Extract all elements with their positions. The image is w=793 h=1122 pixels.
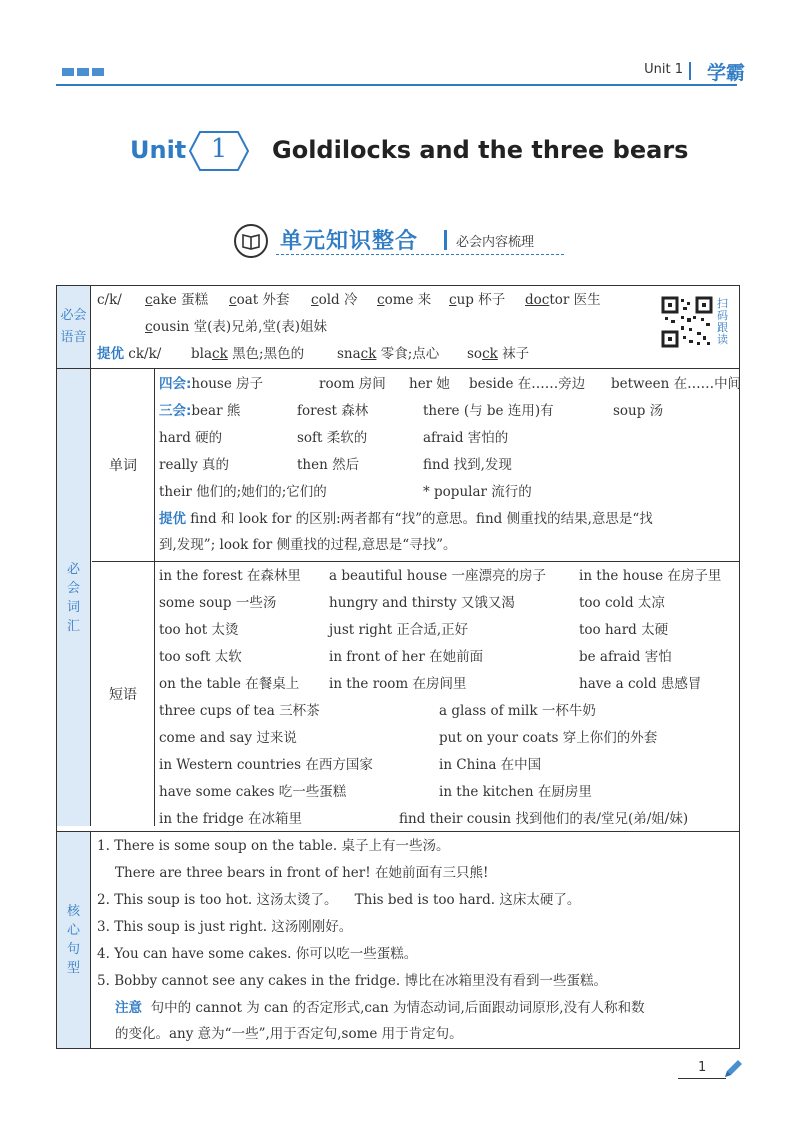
- phrase-6-1: three cups of tea 三杯茶: [159, 703, 320, 719]
- phrase-1-1: in the forest 在森林里: [159, 568, 301, 584]
- word-forest: forest 森林: [297, 403, 369, 419]
- header-divider: [689, 62, 691, 80]
- sentence-1b: There are three bears in front of her! 在她前面有三只熊!: [115, 865, 489, 881]
- phrase-3-3: too hard 太硬: [579, 622, 669, 638]
- word-row-2: 三会:bear 熊: [159, 403, 241, 419]
- phrase-3-1: too hot 太烫: [159, 622, 239, 638]
- phonics-word-coat: coat 外套: [229, 292, 290, 308]
- phonics-word-sock: sock 袜子: [467, 346, 530, 362]
- phrase-1-2: a beautiful house 一座漂亮的房子: [329, 568, 546, 584]
- sentence-4: 4. You can have some cakes. 你可以吃一些蛋糕。: [97, 946, 418, 962]
- phonics-word-black: black 黑色;黑色的: [191, 346, 305, 362]
- phrases-sublabel: 短语: [109, 687, 137, 703]
- word-popular: * popular 流行的: [423, 484, 532, 500]
- phrase-6-2: a glass of milk 一杯牛奶: [439, 703, 596, 719]
- section-divider: [444, 230, 447, 250]
- unit-title: [0, 126, 793, 178]
- phrase-8-1: in Western countries 在西方国家: [159, 757, 373, 773]
- phrase-8-2: in China 在中国: [439, 757, 542, 773]
- phrase-9-1: have some cakes 吃一些蛋糕: [159, 784, 347, 800]
- phrase-4-2: in front of her 在她前面: [329, 649, 484, 665]
- phrase-9-2: in the kitchen 在厨房里: [439, 784, 592, 800]
- phonics-word-cup: cup 杯子: [449, 292, 506, 308]
- word-soft: soft 柔软的: [297, 430, 368, 446]
- phrase-2-2: hungry and thirsty 又饿又渴: [329, 595, 515, 611]
- word-then: then 然后: [297, 457, 360, 473]
- section-subtitle: 必会内容梳理: [456, 235, 535, 250]
- phrase-7-1: come and say 过来说: [159, 730, 297, 746]
- unit-word: Unit: [130, 136, 187, 164]
- pencil-icon: [722, 1058, 744, 1080]
- word-afraid: afraid 害怕的: [423, 430, 509, 446]
- phrase-4-1: too soft 太软: [159, 649, 242, 665]
- word-there: there (与 be 连用)有: [423, 403, 554, 419]
- header-brand-logo: 学霸: [706, 62, 745, 84]
- vocab-label: [57, 369, 91, 826]
- phrase-3-2: just right 正合适,正好: [329, 622, 469, 638]
- word-room: room 房间: [319, 376, 386, 392]
- word-really: really 真的: [159, 457, 230, 473]
- book-icon: [234, 224, 268, 258]
- row-divider: [92, 561, 739, 562]
- qr-code-icon: [661, 296, 713, 348]
- phonics-word-cake: cake 蛋糕: [145, 292, 209, 308]
- unit-title-text: Goldilocks and the three bears: [272, 136, 689, 164]
- phrase-5-3: have a cold 患感冒: [579, 676, 702, 692]
- phonics-word-doctor: doctor 医生: [525, 292, 601, 308]
- row-divider: [57, 368, 739, 369]
- word-beside: beside 在……旁边: [469, 376, 586, 392]
- word-their: their 他们的;她们的;它们的: [159, 484, 327, 500]
- phrase-4-3: be afraid 害怕: [579, 649, 672, 665]
- phrase-2-1: some soup 一些汤: [159, 595, 277, 611]
- phonics-sound-c: c/k/: [97, 292, 122, 308]
- page-number: 1: [698, 1060, 707, 1075]
- sentence-5: 5. Bobby cannot see any cakes in the fridge. 博比在冰箱里没有看到一些蛋糕。: [97, 973, 607, 989]
- phrase-5-2: in the room 在房间里: [329, 676, 467, 692]
- word-soup: soup 汤: [613, 403, 664, 419]
- sentences-label: [57, 832, 91, 1048]
- sentence-note-1: 注意 句中的 cannot 为 can 的否定形式,can 为情态动词,后面跟动词原形,没有人称和数: [115, 1000, 645, 1016]
- vocab-label-text: 必会词汇: [66, 561, 80, 634]
- sentence-3: 3. This soup is just right. 这汤刚刚好。: [97, 919, 353, 935]
- word-find: find 找到,发现: [423, 457, 512, 473]
- phrase-1-3: in the house 在房子里: [579, 568, 722, 584]
- section-underline: [276, 254, 564, 255]
- col-divider: [154, 369, 155, 826]
- sentence-1: 1. There is some soup on the table. 桌子上有一些汤。: [97, 838, 450, 854]
- header-unit-label: Unit 1: [644, 62, 683, 77]
- sentence-2: 2. This soup is too hot. 这汤太烫了。 This bed is too hard. 这床太硬了。: [97, 892, 581, 908]
- phonics-word-cousin: cousin 堂(表)兄弟,堂(表)姐妹: [145, 319, 327, 335]
- unit-number: 1: [210, 134, 228, 164]
- phonics-label: [57, 286, 91, 368]
- phonics-label-text: 必会语音: [60, 308, 87, 345]
- phonics-word-cold: cold 冷: [311, 292, 358, 308]
- footer-rule: [678, 1078, 726, 1079]
- sentence-note-2: 的变化。any 意为“一些”,用于否定句,some 用于肯定句。: [115, 1026, 463, 1042]
- sentences-label-text: 核心句型: [66, 904, 80, 976]
- knowledge-table: [56, 285, 740, 1049]
- phrase-2-3: too cold 太凉: [579, 595, 665, 611]
- phonics-word-come: come 来: [377, 292, 432, 308]
- qr-caption: 扫码跟读: [717, 297, 728, 346]
- word-row-1: 四会:house 房子: [159, 376, 264, 392]
- word-between: between 在……中间: [611, 376, 742, 392]
- words-sublabel: 单词: [109, 458, 137, 474]
- phrase-5-1: on the table 在餐桌上: [159, 676, 300, 692]
- phrase-7-2: put on your coats 穿上你们的外套: [439, 730, 658, 746]
- phrase-10-1: in the fridge 在冰箱里: [159, 811, 303, 827]
- vocab-tip-line-2: 到,发现”; look for 侧重找的过程,意思是“寻找”。: [159, 537, 457, 553]
- phonics-word-snack: snack 零食;点心: [337, 346, 440, 362]
- header-rule: [56, 84, 737, 86]
- section-heading: [232, 222, 572, 262]
- phrase-10-2: find their cousin 找到他们的表/堂兄(弟/姐/妹): [399, 811, 689, 827]
- section-title: 单元知识整合: [280, 229, 419, 254]
- phonics-tip-line: 提优 ck/k/: [97, 346, 162, 362]
- header-decoration: [62, 68, 104, 76]
- vocab-tip-line-1: 提优 find 和 look for 的区别:两者都有“找”的意思。find 侧重找的结果,意思是“找: [159, 511, 653, 527]
- word-her: her 她: [409, 376, 450, 392]
- row-divider: [57, 831, 739, 832]
- word-hard: hard 硬的: [159, 430, 223, 446]
